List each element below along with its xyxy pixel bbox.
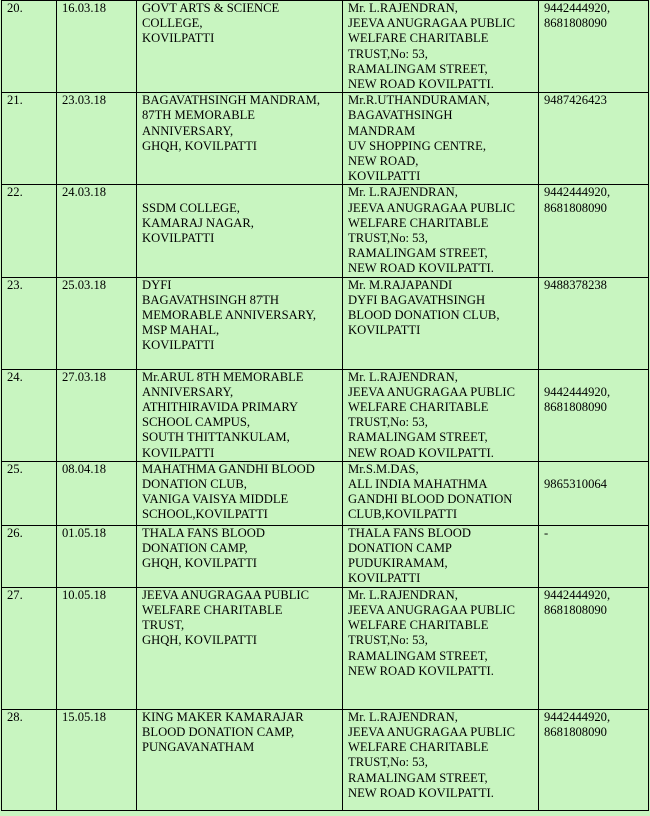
organizer-details: THALA FANS BLOOD DONATION CAMP PUDUKIRAMAM, KOVILPATTI — [343, 525, 539, 587]
table-row — [2, 185, 649, 277]
serial-number: 26. — [2, 525, 57, 587]
camp-venue: BAGAVATHSINGH MANDRAM, 87TH MEMORABLE ANNIVERSARY, GHQH, KOVILPATTI — [137, 93, 343, 185]
table-row — [2, 277, 649, 369]
serial-number: 22. — [2, 185, 57, 277]
organizer-details: Mr. L.RAJENDRAN, JEEVA ANUGRAGAA PUBLIC WELFARE CHARITABLE TRUST,No: 53, RAMALINGAM STREET, NEW ROAD KOVILPATTI. — [343, 709, 539, 810]
organizer-details: Mr. L.RAJENDRAN, JEEVA ANUGRAGAA PUBLIC WELFARE CHARITABLE TRUST,No: 53, RAMALINGAM STREET, NEW ROAD KOVILPATTI. — [343, 1, 539, 93]
contact-phone: - — [539, 525, 649, 587]
serial-number: 25. — [2, 461, 57, 525]
camp-date: 27.03.18 — [57, 369, 137, 461]
contact-phone: 9487426423 — [539, 93, 649, 185]
serial-number: 28. — [2, 709, 57, 810]
organizer-details: Mr.R.UTHANDURAMAN, BAGAVATHSINGH MANDRAM UV SHOPPING CENTRE, NEW ROAD, KOVILPATTI — [343, 93, 539, 185]
contact-phone: 9488378238 — [539, 277, 649, 369]
camp-date: 08.04.18 — [57, 461, 137, 525]
camp-venue: KING MAKER KAMARAJAR BLOOD DONATION CAMP, PUNGAVANATHAM — [137, 709, 343, 810]
serial-number: 27. — [2, 587, 57, 709]
contact-phone: 9442444920, 8681808090 — [539, 185, 649, 277]
camp-venue: GOVT ARTS & SCIENCE COLLEGE, KOVILPATTI — [137, 1, 343, 93]
table-row — [2, 709, 649, 810]
table-row — [2, 461, 649, 525]
table-row — [2, 587, 649, 709]
organizer-details: Mr. L.RAJENDRAN, JEEVA ANUGRAGAA PUBLIC WELFARE CHARITABLE TRUST,No: 53, RAMALINGAM STREET, NEW ROAD KOVILPATTI. — [343, 369, 539, 461]
contact-phone: 9865310064 — [539, 461, 649, 525]
organizer-details: Mr. M.RAJAPANDI DYFI BAGAVATHSINGH BLOOD DONATION CLUB, KOVILPATTI — [343, 277, 539, 369]
blood-donation-camp-table — [1, 0, 649, 811]
table-row — [2, 1, 649, 93]
contact-phone: 9442444920, 8681808090 — [539, 369, 649, 461]
serial-number: 24. — [2, 369, 57, 461]
camp-date: 24.03.18 — [57, 185, 137, 277]
organizer-details: Mr. L.RAJENDRAN, JEEVA ANUGRAGAA PUBLIC WELFARE CHARITABLE TRUST,No: 53, RAMALINGAM STREET, NEW ROAD KOVILPATTI. — [343, 587, 539, 709]
organizer-details: Mr. L.RAJENDRAN, JEEVA ANUGRAGAA PUBLIC WELFARE CHARITABLE TRUST,No: 53, RAMALINGAM STREET, NEW ROAD KOVILPATTI. — [343, 185, 539, 277]
camp-date: 10.05.18 — [57, 587, 137, 709]
camp-date: 25.03.18 — [57, 277, 137, 369]
camp-venue: DYFI BAGAVATHSINGH 87TH MEMORABLE ANNIVERSARY, MSP MAHAL, KOVILPATTI — [137, 277, 343, 369]
contact-phone: 9442444920, 8681808090 — [539, 709, 649, 810]
serial-number: 23. — [2, 277, 57, 369]
camp-date: 15.05.18 — [57, 709, 137, 810]
contact-phone: 9442444920, 8681808090 — [539, 1, 649, 93]
camp-venue: MAHATHMA GANDHI BLOOD DONATION CLUB, VANIGA VAISYA MIDDLE SCHOOL,KOVILPATTI — [137, 461, 343, 525]
organizer-details: Mr.S.M.DAS, ALL INDIA MAHATHMA GANDHI BLOOD DONATION CLUB,KOVILPATTI — [343, 461, 539, 525]
contact-phone: 9442444920, 8681808090 — [539, 587, 649, 709]
camp-venue: SSDM COLLEGE, KAMARAJ NAGAR, KOVILPATTI — [137, 185, 343, 277]
table-row — [2, 369, 649, 461]
camp-venue: Mr.ARUL 8TH MEMORABLE ANNIVERSARY, ATHITHIRAVIDA PRIMARY SCHOOL CAMPUS, SOUTH THITTANKULAM, KOVILPATTI — [137, 369, 343, 461]
camp-date: 16.03.18 — [57, 1, 137, 93]
camp-date: 01.05.18 — [57, 525, 137, 587]
camp-date: 23.03.18 — [57, 93, 137, 185]
serial-number: 20. — [2, 1, 57, 93]
serial-number: 21. — [2, 93, 57, 185]
camp-venue: THALA FANS BLOOD DONATION CAMP, GHQH, KOVILPATTI — [137, 525, 343, 587]
table-row — [2, 525, 649, 587]
table-row — [2, 93, 649, 185]
camp-venue: JEEVA ANUGRAGAA PUBLIC WELFARE CHARITABLE TRUST, GHQH, KOVILPATTI — [137, 587, 343, 709]
